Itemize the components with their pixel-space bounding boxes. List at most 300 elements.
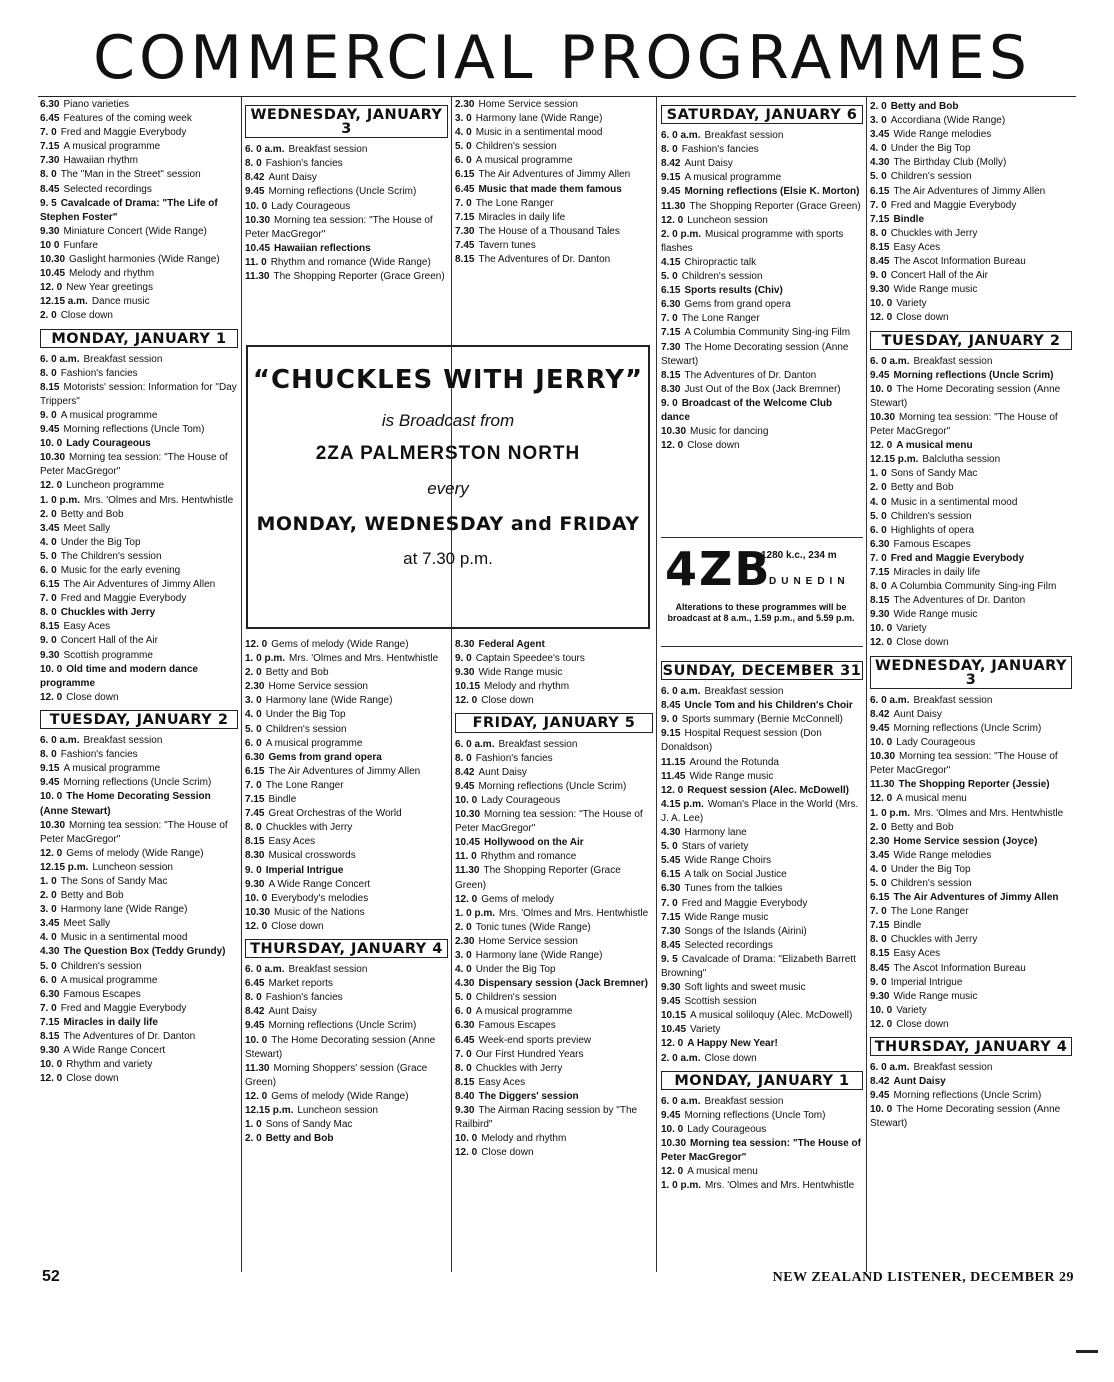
programme-time: 8.45 [661,700,681,712]
programme-time: 6.45 [455,1034,475,1046]
programme-time: 10.30 [661,426,687,438]
programme-title: Gems of melody (Wide Range) [271,639,409,650]
programme-title: New Year greetings [66,282,153,294]
programme-entry [455,991,653,1005]
programme-entry [455,921,653,935]
programme-entry [40,126,238,140]
programme-title: Accordiana (Wide Range) [890,115,1006,127]
programme-time: 10.15 [455,681,481,693]
programme-time: 5. 0 [661,841,678,853]
advert-days: MONDAY, WEDNESDAY and FRIDAY [256,513,640,535]
programme-title: Close down [481,1147,534,1159]
programme-entry [40,423,238,437]
programme-title: A musical menu [687,1166,758,1178]
programme-title: The Air Adventures of Jimmy Allen [893,892,1059,904]
day-heading: FRIDAY, JANUARY 5 [455,713,653,732]
programme-title: Meet Sally [63,522,111,534]
programme-title: Famous Escapes [893,538,971,550]
programme-entry [245,1132,448,1146]
programme-title: Uncle Tom and his Children's Choir [684,700,853,712]
programme-entry [455,126,653,140]
programme-time: 5. 0 [455,992,472,1004]
day-heading: WEDNESDAY, JANUARY 3 [870,656,1072,689]
programme-entry [40,536,238,550]
programme-time: 9.30 [870,284,890,296]
programme-entry [661,439,863,453]
programme-entry [870,496,1072,510]
programme-time: 7. 0 [661,897,678,909]
programme-time: 8.40 [455,1090,475,1102]
programme-entry [455,893,653,907]
programme-entry [40,1044,238,1058]
programme-entry [870,481,1072,495]
programme-entry [40,550,238,564]
programme-title: Around the Rotunda [689,756,779,768]
programme-time: 7.15 [870,920,890,932]
programme-entry [245,1118,448,1132]
programme-time: 2. 0 [455,921,472,933]
column-2-bottom [245,638,448,1146]
programme-entry [455,638,653,652]
programme-entry [661,939,863,953]
programme-time: 2. 0 [245,667,262,679]
column-3-bottom [455,638,653,1160]
programme-title: Miniature Concert (Wide Range) [63,225,207,237]
programme-time: 12. 0 [870,312,893,324]
programme-time: 6.30 [40,99,60,110]
programme-title: A Wide Range Concert [63,1045,166,1057]
programme-title: Harmony lane (Wide Range) [265,695,393,707]
programme-time: 2. 0 a.m. [661,1052,701,1064]
programme-entry [455,666,653,680]
programme-entry [870,933,1072,947]
programme-title: Old time and modern dance programme [40,663,198,689]
programme-title: Aunt Daisy [268,1006,317,1018]
programme-time: 6.45 [455,183,475,195]
programme-title: Fashion's fancies [475,752,553,764]
programme-entry [661,784,863,798]
programme-time: 2. 0 [870,101,887,112]
programme-title: Lady Courageous [481,794,561,806]
programme-title: Close down [896,637,949,649]
programme-title: The Question Box (Teddy Grundy) [63,946,226,958]
programme-entry [245,737,448,751]
programme-time: 12. 0 [40,1073,63,1085]
programme-time: 2. 0 [870,821,887,833]
programme-entry [245,638,448,652]
programme-title: Scottish session [684,996,757,1008]
programme-title: Breakfast session [913,694,993,706]
programme-time: 2.30 [870,835,890,847]
programme-entry [870,566,1072,580]
programme-time: 10.30 [661,1138,687,1149]
programme-title: Luncheon session [297,1105,378,1116]
programme-title: Miracles in daily life [63,1016,158,1028]
programme-entry [40,592,238,606]
programme-time: 9.45 [870,722,890,734]
programme-title: Meet Sally [63,918,111,930]
programme-title: Breakfast session [83,735,163,747]
programme-title: A Happy New Year! [687,1038,778,1050]
programme-title: Under the Big Top [475,964,556,976]
programme-time: 4.30 [870,157,890,169]
programme-title: Highlights of opera [890,524,975,536]
programme-entry [661,798,863,826]
programme-time: 2.30 [455,935,475,947]
programme-time: 1. 0 p.m. [661,1180,702,1192]
programme-time: 2. 0 [245,1133,262,1145]
programme-time: 4. 0 [40,932,57,944]
programme-title: Home Service session [268,681,368,693]
programme-title: Breakfast session [704,686,784,698]
programme-title: A musical soliloquy (Alec. McDowell) [690,1010,853,1022]
programme-time: 9.30 [870,609,890,621]
programme-title: A musical programme [265,737,363,749]
programme-time: 6. 0 [455,155,472,167]
advert-time: at 7.30 p.m. [403,549,493,568]
programme-time: 12. 0 [40,691,63,703]
programme-time: 5. 0 [661,271,678,283]
programme-entry [40,281,238,295]
programme-time: 9.30 [40,1045,60,1057]
programme-time: 6.15 [455,169,475,181]
programme-title: Luncheon session [687,214,768,226]
programme-entry [661,925,863,939]
programme-entry [245,878,448,892]
programme-title: Imperial Intrigue [890,976,963,988]
advert-station: 2ZA PALMERSTON NORTH [315,443,581,464]
programme-time: 12. 0 [245,920,268,932]
programme-title: The Lone Ranger [475,197,554,209]
programme-time: 8. 0 [40,607,57,619]
programme-time: 9. 0 [870,976,887,988]
programme-entry [661,713,863,727]
column-divider [656,96,657,1272]
programme-entry [661,1123,863,1137]
advert-headline: “CHUCKLES WITH JERRY” [252,365,644,395]
programme-title: The Air Adventures of Jimmy Allen [63,579,216,591]
programme-time: 4.30 [455,978,475,990]
programme-time: 12. 0 [870,793,893,805]
programme-entry [40,295,238,309]
programme-title: Bindle [268,794,297,806]
advert-rule [661,646,863,647]
programme-title: Morning tea session: "The House of Peter MacGregor" [661,1138,861,1164]
column-divider [241,96,242,1272]
programme-title: Rhythm and romance (Wide Range) [270,256,431,268]
programme-entry [870,1018,1072,1032]
programme-entry [245,1005,448,1019]
programme-title: Fred and Maggie Everybody [60,127,187,139]
programme-entry [455,1019,653,1033]
programme-time: 6.15 [40,579,60,591]
programme-time: 6. 0 a.m. [40,353,80,365]
programme-entry [870,736,1072,750]
programme-entry [870,877,1072,891]
programme-title: Children's session [265,723,347,735]
programme-time: 3.45 [870,849,890,861]
column-1 [40,98,238,1086]
programme-title: Tonic tunes (Wide Range) [475,921,591,933]
day-heading: THURSDAY, JANUARY 4 [870,1037,1072,1056]
programme-entry [40,1030,238,1044]
programme-entry [245,793,448,807]
programme-entry [245,835,448,849]
programme-title: The Adventures of Dr. Danton [478,254,611,266]
programme-title: The Adventures of Dr. Danton [684,369,817,381]
programme-entry [40,197,238,225]
programme-title: Morning tea session: "The House of Peter MacGregor" [455,809,643,835]
programme-entry [661,397,863,425]
programme-title: Scottish programme [63,649,153,661]
programme-time: 6.15 [870,892,890,904]
programme-title: Breakfast session [288,964,368,976]
programme-title: Gems of melody [481,893,555,905]
programme-entry [40,451,238,479]
programme-title: The Airman Racing session by "The Railbird" [455,1105,638,1131]
programme-title: Federal Agent [478,639,545,650]
programme-title: A Columbia Community Sing-ing Film [684,327,851,339]
programme-title: Great Orchestras of the World [268,808,402,820]
programme-time: 7. 0 [40,127,57,139]
programme-title: Lady Courageous [66,438,151,450]
programme-title: Morning reflections (Uncle Scrim) [893,1090,1042,1102]
programme-time: 7. 0 [40,593,57,605]
programme-title: Sons of Sandy Mac [890,468,978,480]
programme-time: 8.15 [870,595,890,607]
programme-time: 7.15 [870,567,890,578]
programme-entry [245,906,448,920]
programme-title: Everybody's melodies [271,892,369,904]
programme-entry [40,353,238,367]
programme-time: 10. 0 [870,383,893,395]
programme-time: 9. 5 [40,197,57,209]
programme-time: 6. 0 a.m. [661,1095,701,1107]
programme-entry [870,807,1072,821]
programme-title: Musical crosswords [268,850,356,862]
programme-time: 7. 0 [245,779,262,791]
programme-title: The Lone Ranger [681,313,760,325]
programme-entry [40,691,238,705]
programme-title: Captain Speedee's tours [475,653,585,665]
programme-title: Variety [896,1004,927,1016]
programme-time: 5. 0 [245,723,262,735]
programme-entry [870,863,1072,877]
column-3-top [455,98,653,267]
programme-title: Luncheon programme [66,480,165,492]
programme-title: Aunt Daisy [893,1076,946,1088]
programme-title: The Birthday Club (Molly) [893,157,1007,169]
programme-title: Luncheon session [92,861,173,873]
programme-entry [870,962,1072,976]
programme-entry [455,694,653,708]
programme-time: 12. 0 [40,282,63,294]
programme-title: Miracles in daily life [893,567,981,578]
programme-time: 4. 0 [455,127,472,139]
programme-title: Breakfast session [83,353,163,365]
programme-title: Music of the Nations [274,906,365,918]
programme-entry [870,1004,1072,1018]
programme-time: 7.30 [661,925,681,937]
programme-time: 6. 0 a.m. [245,144,285,156]
programme-entry [40,620,238,634]
programme-time: 12.15 p.m. [870,454,919,466]
programme-title: Tavern tunes [478,239,536,251]
programme-title: Hawaiian rhythm [63,155,138,167]
programme-title: Market reports [268,978,333,990]
programme-title: Aunt Daisy [268,172,317,184]
programme-time: 1. 0 p.m. [870,807,911,819]
page-number: 52 [42,1268,60,1285]
programme-entry [455,680,653,694]
programme-entry [245,977,448,991]
programme-title: Wide Range Choirs [684,855,772,867]
programme-entry [40,1072,238,1086]
programme-title: Fred and Maggie Everybody [890,552,1025,564]
programme-time: 6. 0 [40,974,57,986]
programme-title: Music in a sentimental mood [475,127,603,139]
station-callsign: 4ZB [665,542,772,596]
programme-entry [455,949,653,963]
programme-title: A musical menu [896,440,973,452]
programme-entry [455,1104,653,1132]
programme-time: 7. 0 [661,313,678,325]
programme-title: Harmony lane (Wide Range) [60,904,188,916]
programme-entry [661,383,863,397]
programme-title: Children's session [890,877,972,889]
programme-title: Miracles in daily life [478,211,566,223]
programme-time: 8.42 [245,1006,265,1018]
programme-title: Betty and Bob [265,667,329,679]
programme-title: Morning tea session: "The House of Peter MacGregor" [40,819,228,845]
programme-time: 6. 0 a.m. [870,694,910,706]
programme-entry [455,977,653,991]
programme-entry [661,157,863,171]
programme-time: 11.30 [870,779,895,791]
programme-title: Close down [66,691,119,703]
programme-entry [455,794,653,808]
programme-title: A musical programme [684,172,782,184]
programme-title: Home Service session [478,935,578,947]
programme-entry [40,1002,238,1016]
programme-entry [40,367,238,381]
programme-entry [870,524,1072,538]
programme-title: Easy Aces [893,241,941,253]
programme-entry [661,1009,863,1023]
programme-time: 8.15 [870,948,890,960]
programme-title: The Home Decorating Session (Anne Stewart) [40,791,211,817]
programme-title: Morning reflections (Uncle Scrim) [478,780,627,792]
programme-title: Mrs. 'Olmes and Mrs. Hentwhistle [499,907,649,919]
programme-time: 2. 0 [40,508,57,520]
programme-time: 4.30 [40,946,60,958]
programme-time: 9.45 [245,186,265,198]
programme-time: 12. 0 [40,847,63,859]
programme-entry [661,1052,863,1066]
programme-time: 9.45 [661,1109,681,1121]
programme-entry [245,864,448,878]
programme-title: Gems from grand opera [684,299,791,311]
programme-title: Lady Courageous [271,200,351,212]
programme-time: 8.15 [40,621,60,633]
programme-time: 2.30 [455,99,475,110]
programme-entry [245,666,448,680]
programme-entry [661,911,863,925]
programme-time: 1. 0 [870,468,887,480]
programme-entry [661,826,863,840]
programme-entry [245,1062,448,1090]
programme-entry [245,694,448,708]
programme-time: 8.45 [870,962,890,974]
programme-title: Morning tea session: "The House of Peter MacGregor" [870,411,1058,438]
programme-time: 11.30 [245,271,270,283]
programme-title: The Ascot Information Bureau [893,962,1026,974]
programme-entry [455,140,653,154]
programme-entry [245,256,448,270]
programme-title: Easy Aces [893,948,941,960]
programme-title: The Home Decorating session (Anne Stewart) [245,1034,436,1060]
programme-entry [245,1104,448,1118]
programme-entry [870,919,1072,933]
programme-entry [870,792,1072,806]
programme-title: Children's session [475,992,557,1004]
programme-entry [661,284,863,298]
programme-entry [455,183,653,197]
programme-time: 7.45 [245,808,265,820]
programme-entry [661,1165,863,1179]
programme-time: 2. 0 [870,482,887,494]
programme-entry [455,154,653,168]
programme-time: 9.45 [40,777,60,789]
programme-time: 12. 0 [661,784,684,796]
programme-title: Close down [896,312,949,324]
programme-entry [40,225,238,239]
programme-title: Musical programme with sports flashes [661,228,844,254]
programme-entry [455,963,653,977]
programme-entry [870,608,1072,622]
programme-time: 5. 0 [870,877,887,889]
programme-time: 10.45 [455,837,481,849]
programme-entry [40,875,238,889]
programme-title: Morning tea session: "The House of Peter MacGregor" [245,214,433,240]
programme-time: 7. 0 [455,197,472,209]
programme-entry [455,1076,653,1090]
programme-time: 6. 0 a.m. [661,130,701,142]
programme-title: Cavalcade of Drama: "The Life of Stephen Foster" [40,197,218,223]
column-4-top [661,100,863,453]
programme-time: 11. 0 [455,851,477,863]
advert-line: every [427,479,469,498]
programme-title: The Lone Ranger [890,906,969,918]
programme-time: 10.30 [40,819,66,831]
programme-title: Home Service session (Joyce) [893,835,1038,847]
programme-title: Variety [896,298,927,310]
programme-entry [870,891,1072,905]
programme-time: 6. 0 [40,565,57,576]
programme-entry [661,143,863,157]
programme-entry [455,225,653,239]
programme-title: Morning reflections (Uncle Scrim) [268,186,417,198]
programme-entry [245,892,448,906]
programme-title: A musical programme [60,974,158,986]
programme-entry [40,734,238,748]
programme-entry [870,976,1072,990]
programme-time: 5. 0 [455,141,472,153]
programme-time: 10.30 [870,411,896,423]
programme-time: 8.45 [661,939,681,951]
programme-entry [661,270,863,284]
programme-entry [40,819,238,847]
